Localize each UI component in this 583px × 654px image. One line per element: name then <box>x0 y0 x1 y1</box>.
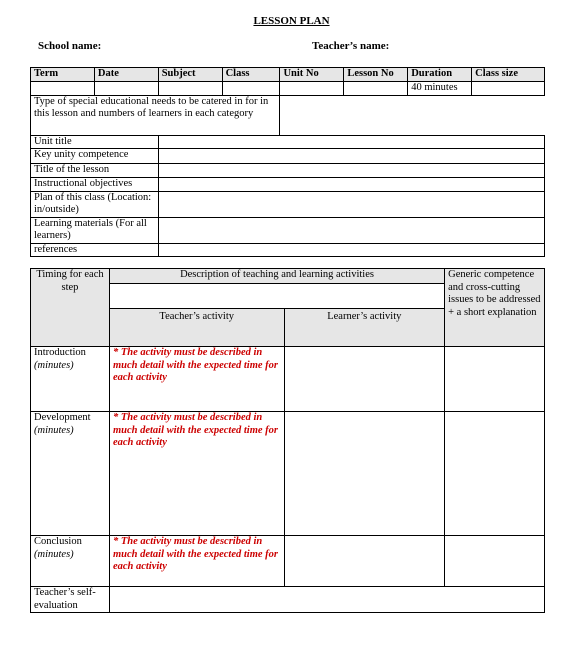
page-title: LESSON PLAN <box>253 15 330 27</box>
duration-value: 40 minutes <box>408 82 472 96</box>
materials-field[interactable] <box>158 217 544 243</box>
references-field[interactable] <box>158 243 544 257</box>
self-evaluation-label: Teacher’s self-evaluation <box>31 587 110 613</box>
objectives-row <box>31 177 545 191</box>
info-header-row <box>31 68 545 82</box>
unit-title-label: Unit title <box>31 135 159 149</box>
key-competence-label: Key unity competence <box>31 149 159 164</box>
col-lesson-no: Lesson No <box>344 68 408 82</box>
class-field[interactable] <box>222 82 280 96</box>
lesson-no-field[interactable] <box>344 82 408 96</box>
generic-competence-field[interactable] <box>445 412 545 536</box>
activity-table <box>30 268 545 613</box>
class-size-field[interactable] <box>472 82 545 96</box>
stage-unit: (minutes) <box>34 548 74 560</box>
col-class-size: Class size <box>472 68 545 82</box>
references-row <box>31 243 545 257</box>
plan-label: Plan of this class (Location: in/outside) <box>31 191 159 217</box>
references-label: references <box>31 243 159 257</box>
plan-row <box>31 191 545 217</box>
special-needs-row <box>31 95 545 135</box>
lesson-title-field[interactable] <box>158 164 544 178</box>
col-duration: Duration <box>408 68 472 82</box>
date-field[interactable] <box>94 82 158 96</box>
learner-activity-field[interactable] <box>284 412 445 536</box>
stage-label <box>31 412 110 536</box>
stage-name: Introduction <box>34 347 86 358</box>
stage-unit: (minutes) <box>34 359 74 371</box>
learner-activity-field[interactable] <box>284 347 445 412</box>
stage-name: Conclusion <box>34 536 82 547</box>
key-competence-row <box>31 149 545 164</box>
description-header: Description of teaching and learning activities <box>109 269 444 284</box>
col-term: Term <box>31 68 95 82</box>
teacher-activity-header: Teacher’s activity <box>109 309 284 347</box>
term-field[interactable] <box>31 82 95 96</box>
teacher-name-label: Teacher’s name: <box>312 40 390 52</box>
lesson-title-label: Title of the lesson <box>31 164 159 178</box>
stage-label <box>31 347 110 412</box>
stage-row-development <box>31 412 545 536</box>
timing-header: Timing for each step <box>31 269 110 347</box>
stage-label <box>31 536 110 587</box>
stage-unit: (minutes) <box>34 424 74 436</box>
teacher-activity-note: * The activity must be described in much detail with the expected time for each activity <box>109 412 284 536</box>
materials-label: Learning materials (For all learners) <box>31 217 159 243</box>
generic-competence-header: Generic competence and cross-cutting issues to be addressed + a short explanation <box>445 269 545 347</box>
materials-row <box>31 217 545 243</box>
learner-activity-field[interactable] <box>284 536 445 587</box>
col-unit-no: Unit No <box>280 68 344 82</box>
school-name-label: School name: <box>38 40 102 52</box>
key-competence-field[interactable] <box>158 149 544 164</box>
lesson-title-row <box>31 164 545 178</box>
special-needs-label: Type of special educational needs to be catered in for in this lesson and numbers of learners in each category <box>31 95 280 135</box>
col-date: Date <box>94 68 158 82</box>
plan-field[interactable] <box>158 191 544 217</box>
objectives-label: Instructional objectives <box>31 177 159 191</box>
description-field[interactable] <box>109 284 444 309</box>
teacher-activity-note: * The activity must be described in much detail with the expected time for each activity <box>109 347 284 412</box>
info-values-row <box>31 82 545 96</box>
special-needs-field[interactable] <box>280 95 545 135</box>
generic-competence-field[interactable] <box>445 536 545 587</box>
unit-title-field[interactable] <box>158 135 544 149</box>
unit-title-row <box>31 135 545 149</box>
col-class: Class <box>222 68 280 82</box>
unit-no-field[interactable] <box>280 82 344 96</box>
self-evaluation-row <box>31 587 545 613</box>
subject-field[interactable] <box>158 82 222 96</box>
generic-competence-field[interactable] <box>445 347 545 412</box>
learner-activity-header: Learner’s activity <box>284 309 445 347</box>
stage-row-introduction <box>31 347 545 412</box>
self-evaluation-field[interactable] <box>109 587 544 613</box>
stage-row-conclusion <box>31 536 545 587</box>
col-subject: Subject <box>158 68 222 82</box>
teacher-activity-note: * The activity must be described in much detail with the expected time for each activity <box>109 536 284 587</box>
stage-name: Development <box>34 412 91 423</box>
lesson-info-table <box>30 67 545 257</box>
activity-header-row <box>31 269 545 284</box>
objectives-field[interactable] <box>158 177 544 191</box>
